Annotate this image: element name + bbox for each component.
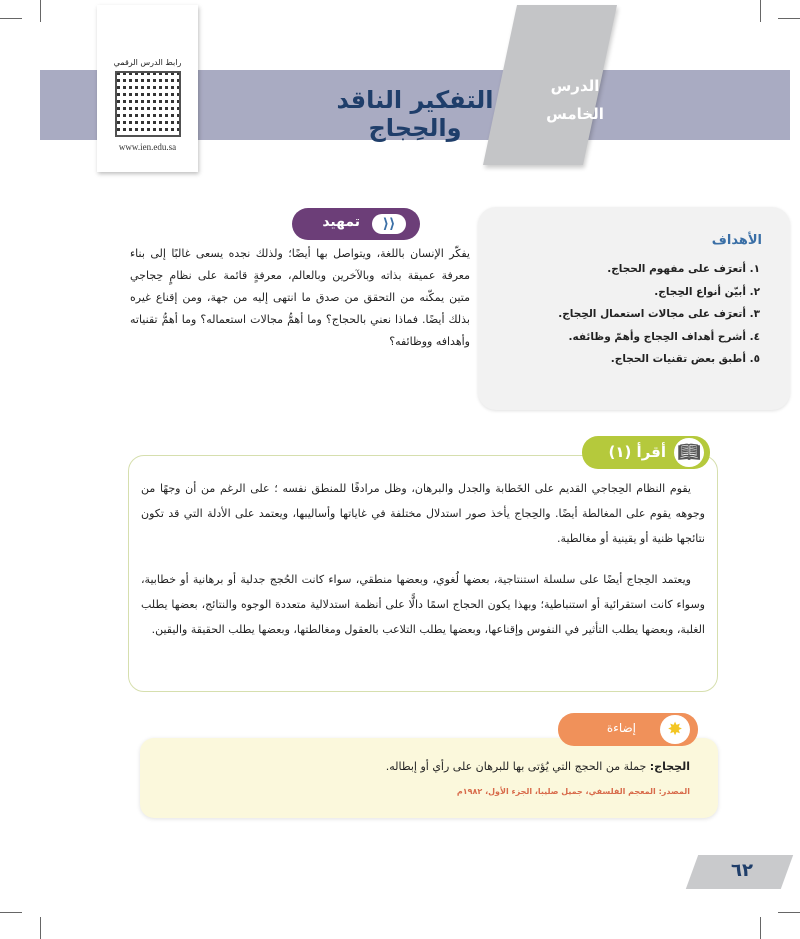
reading-box [128,455,718,692]
crop-mark [0,18,22,19]
crop-mark [0,912,22,913]
goal-item: ١. أتعرَف على مفهوم الحجاج. [607,263,760,275]
goal-item: ٥. أطبق بعض تقنيات الحجاج. [610,353,760,365]
qr-label: رابط الدرس الرقمي [113,58,182,67]
read-label: أقرأ (١) [608,443,666,461]
goals-box [478,207,790,410]
highlight-box [140,738,718,818]
intro-label: تمهيد [322,214,360,230]
page-title: التفكير الناقد والحِجاج [336,86,494,142]
crop-mark [778,912,800,913]
lesson-label: الدرس [550,77,600,95]
digital-lesson-card[interactable] [97,5,198,172]
crop-mark [760,917,761,939]
crop-mark [40,0,41,22]
read-tag [582,436,710,469]
intro-text: يفكّر الإنسان باللغة، ويتواصل بها أيضًا؛ ولذلك نجده يسعى غالبًا إلى بناء معرفة عميقة بذاته وبالآخرين وبالعالم، معرفةٍ قائمة على نظامٍ حِجاجي متين يمكّنه من التحقق من صدق ما انتهى إليه من جهة، ومن إقناع غيره بذلك أيضًا. فماذا نعني بالحجاج؟ وما أهمُّ مجالات استعماله؟ وما أهمُّ تقنياته وأهدافه ووظائفه؟ [130,247,470,348]
page-number: ٦٢ [731,860,753,881]
sun-icon: ✸ [660,715,690,744]
idaa-label: إضاءة [606,721,636,735]
goals-title: الأهداف [711,233,762,248]
source-citation: المصدر: المعجم الفلسفي، جميل صليبا، الجزء الأول، ١٩٨٢م [456,787,690,796]
crop-mark [778,18,800,19]
book-icon: 📖︎ [674,438,704,467]
reading-paragraph: ويعتمد الحِجاج أيضًا على سلسلة استنتاجية، بعضها لُغوي، وبعضها منطقي، سواء كانت الحُجج جدلية أو برهانية أو خطابية، وسواء كانت استقرائية أو استنباطية؛ وبهذا يكون الحجاج اسمًا دالًّا على أنظمة استدلالية متعددة الوجوه والنتائج، بعضها يطلب الغلبة، وبعضها يطلب التأثير في النفوس وإقناعها، وبعضها يطلب التلاعب بالعقول ومغالطتها، وبعضها يطلب الحقيقة واليقين. [141,573,705,636]
crop-mark [40,917,41,939]
goal-item: ٤. أشرح أهداف الحِجاج وأهمّ وظائفه. [568,330,760,343]
definition-text: جملة من الحجج التي يُؤتى بها للبرهان على رأي أو إبطاله. [385,760,650,773]
lesson-ordinal: الخامس [546,105,604,123]
goal-item: ٢. أبيّن أنواع الحِجاج. [654,285,760,298]
goal-item: ٣. أتعرَف على مجالات استعمال الحِجاج. [558,308,760,320]
idaa-tag [558,713,698,746]
qr-code-icon[interactable] [115,71,181,137]
crop-mark [760,0,761,22]
intro-tag [292,208,420,240]
lesson-number [530,72,620,128]
definition-term: الحِجاج: [649,760,690,773]
definition [140,760,690,773]
lesson-url[interactable]: www.ien.edu.sa [118,142,177,152]
chevrons-icon: ⟨⟨ [372,214,406,234]
reading-paragraph: يقوم النظام الحِجاجي القديم على الخَطابة والجدل والبرهان، وظل مرادفًا للمنطق نفسه ؛ على الرغم من أن وجهًا من وجوهه يقوم على المغالطة أيضًا. والحِجاج يأخذ صور استدلال مختلفة في غاياتها وأساليبها، ويعتمد على الأدلة التي قد تكون نتائجها ظنية أو يقينية أو مغالطية. [141,482,705,545]
